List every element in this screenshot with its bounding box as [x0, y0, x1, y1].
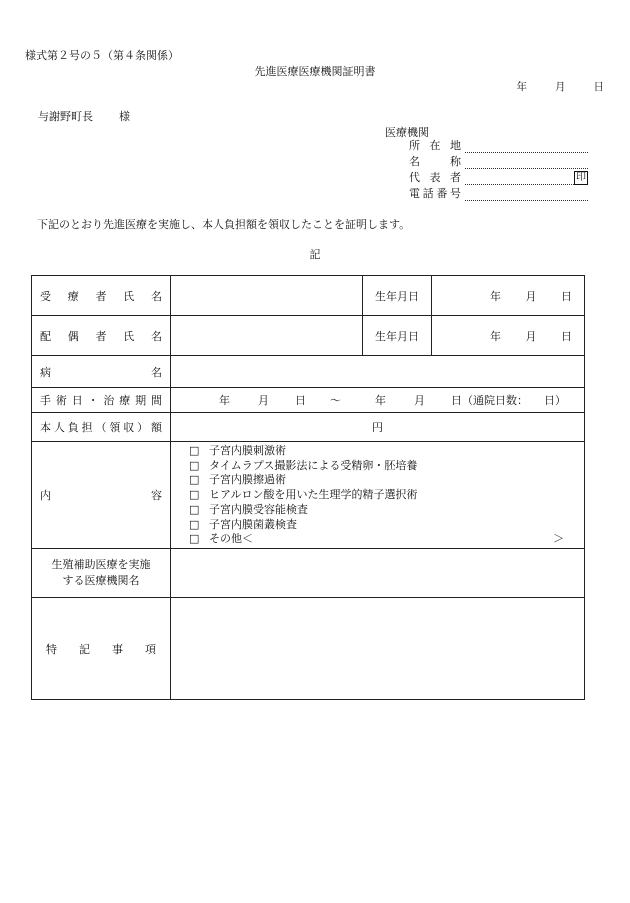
date-year: 年	[516, 81, 527, 93]
notes-field[interactable]	[171, 598, 585, 700]
period-end-year: 年	[375, 394, 386, 407]
phone-field[interactable]	[465, 187, 588, 201]
representative-field[interactable]	[465, 171, 588, 185]
checkbox-icon[interactable]: □	[189, 502, 200, 516]
period-start-month: 月	[258, 394, 269, 407]
content-item-other[interactable]	[189, 532, 584, 547]
facility-label-cell	[32, 549, 171, 598]
content-label-cell	[32, 442, 171, 549]
period-tilde: 〜	[330, 394, 341, 407]
checkbox-icon[interactable]: □	[189, 473, 200, 487]
spouse-name-label: 配偶者氏名	[40, 329, 162, 343]
facility-name-field[interactable]	[171, 549, 585, 598]
yen-unit: 円	[372, 421, 383, 434]
addressee-name: 与謝野町長	[38, 110, 93, 123]
spouse-name-label-cell	[32, 316, 171, 356]
other-close-bracket: ＞	[553, 532, 564, 546]
checkbox-icon[interactable]: □	[189, 488, 200, 502]
period-visits-end: 日）	[544, 394, 566, 407]
facility-label-line1: 生殖補助医療を実施	[51, 558, 151, 571]
institution-name-row	[409, 153, 588, 169]
period-label-cell	[32, 388, 171, 413]
institution-phone-row	[409, 185, 588, 201]
address-field[interactable]	[465, 139, 588, 153]
certificate-table	[31, 275, 585, 700]
disease-row	[32, 356, 585, 388]
payment-row	[32, 413, 585, 442]
spouse-birthdate-field[interactable]	[432, 316, 585, 356]
checkbox-icon[interactable]: □	[189, 444, 200, 458]
notes-label-cell	[32, 598, 171, 700]
content-item-label: ヒアルロン酸を用いた生理学的精子選択術	[209, 488, 418, 502]
address-label: 所在地	[409, 139, 461, 152]
facility-label-line2: する医療機関名	[62, 574, 140, 587]
content-row	[32, 442, 585, 549]
institution-heading: 医療機関	[385, 126, 429, 139]
spouse-birth-month: 月	[525, 329, 537, 343]
content-item-3[interactable]	[189, 473, 584, 488]
payment-label: 本人負担（領収）額	[40, 421, 162, 434]
content-item-label: 子宮内膜刺激術	[209, 444, 286, 458]
period-row	[32, 388, 585, 413]
disease-label: 病名	[40, 365, 162, 379]
patient-name-label: 受療者氏名	[40, 289, 162, 303]
document-title: 先進医療医療機関証明書	[254, 65, 376, 78]
spouse-birth-day: 日	[561, 329, 572, 343]
patient-birthdate-field[interactable]	[432, 276, 585, 316]
period-start-year: 年	[219, 394, 230, 407]
issue-date	[517, 79, 605, 94]
period-field[interactable]	[171, 388, 585, 413]
patient-name-field[interactable]	[171, 276, 363, 316]
content-label-a: 内	[40, 489, 51, 502]
spouse-name-field[interactable]	[171, 316, 363, 356]
certification-statement: 下記のとおり先進医療を実施し、本人負担額を領収したことを証明します。	[37, 218, 411, 231]
spouse-birth-year: 年	[490, 329, 501, 343]
patient-birth-year: 年	[490, 289, 501, 303]
period-label: 手術日・治療期間	[40, 394, 162, 407]
spouse-row	[32, 316, 585, 356]
name-field[interactable]	[465, 155, 588, 169]
date-month: 月	[555, 81, 566, 93]
facility-row	[32, 549, 585, 598]
patient-birthdate-label: 生年月日	[363, 276, 432, 316]
spouse-birthdate-label: 生年月日	[363, 316, 432, 356]
content-label-b: 容	[151, 489, 162, 502]
disease-field[interactable]	[171, 356, 585, 388]
content-item-6[interactable]	[189, 518, 584, 533]
period-start-day: 日	[295, 394, 306, 407]
disease-label-cell	[32, 356, 171, 388]
content-item-4[interactable]	[189, 488, 584, 503]
addressee	[38, 108, 130, 124]
content-item-label: 子宮内膜菌叢検査	[209, 517, 297, 531]
checkbox-icon[interactable]: □	[189, 458, 200, 472]
period-end-day-visits: 日（通院日数：	[451, 394, 528, 407]
payment-field[interactable]	[171, 413, 585, 442]
content-item-label: その他＜	[209, 532, 253, 546]
patient-birth-month: 月	[525, 289, 537, 303]
notes-row	[32, 598, 585, 700]
phone-label: 電話番号	[409, 187, 461, 200]
addressee-honorific: 様	[119, 110, 130, 123]
content-item-label: 子宮内膜擦過術	[209, 473, 286, 487]
representative-label: 代表者	[409, 171, 461, 184]
ki-heading: 記	[309, 248, 321, 261]
payment-label-cell	[32, 413, 171, 442]
patient-name-label-cell	[32, 276, 171, 316]
checkbox-icon[interactable]: □	[189, 517, 200, 531]
content-item-5[interactable]	[189, 503, 584, 518]
content-item-2[interactable]	[189, 459, 584, 474]
content-item-1[interactable]	[189, 444, 584, 459]
name-label: 名称	[409, 155, 461, 168]
seal-mark: 印	[576, 172, 586, 183]
patient-birth-day: 日	[561, 289, 572, 303]
notes-label: 特記事項	[46, 642, 156, 656]
institution-representative-row	[409, 169, 588, 185]
date-day: 日	[593, 81, 604, 93]
period-end-month: 月	[414, 394, 425, 407]
checkbox-icon[interactable]: □	[189, 532, 200, 546]
institution-address-row	[409, 137, 588, 153]
content-item-label: タイムラプス撮影法による受精卵・胚培養	[209, 458, 418, 472]
patient-row	[32, 276, 585, 316]
content-item-label: 子宮内膜受容能検査	[209, 502, 308, 516]
form-number: 様式第２号の５（第４条関係）	[25, 49, 179, 62]
content-checklist	[171, 442, 585, 549]
